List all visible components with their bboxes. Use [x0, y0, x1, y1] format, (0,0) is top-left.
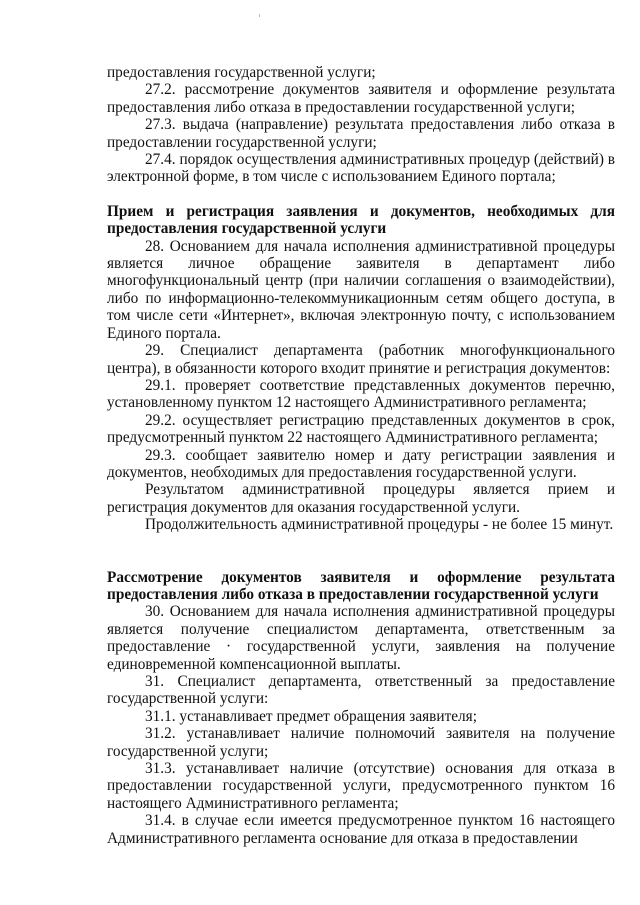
paragraph-29-3: 29.3. сообщает заявителю номер и дату регистрации заявления и документов, необходимых для предоставления государственной услуги.: [107, 446, 615, 481]
spacer: [107, 186, 615, 203]
paragraph-27-2: 27.2. рассмотрение документов заявителя и оформление результата предоставления либо отказа в предоставлении государственной услуги;: [107, 81, 615, 116]
section-heading-review: Рассмотрение документов заявителя и оформление результата предоставления либо отказа в предоставлении государственной услуги: [107, 568, 615, 603]
spacer: [107, 534, 615, 569]
paragraph-result: Результатом административной процедуры является прием и регистрация документов для оказания государственной услуги.: [107, 481, 615, 516]
paragraph-27-3: 27.3. выдача (направление) результата предоставления либо отказа в предоставлении государственной услуги;: [107, 116, 615, 151]
paragraph-31-1: 31.1. устанавливает предмет обращения заявителя;: [145, 707, 477, 725]
paragraph-27-4: 27.4. порядок осуществления административных процедур (действий) в электронной форме, в том числе с использованием Единого портала;: [107, 151, 615, 186]
section-heading-reception: Прием и регистрация заявления и документов, необходимых для предоставления государственной услуги: [107, 202, 615, 238]
paragraph-31: 31. Специалист департамента, ответственный за предоставление государственной услуги:: [107, 673, 615, 708]
scan-mark: [259, 14, 260, 17]
document-body: [107, 64, 615, 847]
paragraph-duration: Продолжительность административной процедуры - не более 15 минут.: [145, 516, 614, 534]
paragraph-31-3: 31.3. устанавливает наличие (отсутствие) основания для отказа в предоставлении государственной услуги, предусмотренного пунктом 16 настоящего Административного регламента;: [107, 760, 615, 812]
paragraph-30: 30. Основанием для начала исполнения административной процедуры является получение специалистом департамента, ответственным за предоставление · государственной услуги, заявления на получение единовременной компенсационной выплаты.: [107, 603, 615, 673]
paragraph-29: 29. Специалист департамента (работник многофункционального центра), в обязанности которого входит принятие и регистрация документов:: [107, 342, 615, 377]
paragraph-31-2: 31.2. устанавливает наличие полномочий заявителя на получение государственной услуги;: [107, 725, 615, 760]
paragraph-28: 28. Основанием для начала исполнения административной процедуры является личное обращение заявителя в департамент либо многофункциональный центр (при наличии соглашения о взаимодействии), либо по информационно-телекоммуникационным сетям общего доступа, в том числе сети «Интернет», включая электронную почту, с использованием Единого портала.: [107, 237, 615, 342]
paragraph-29-2: 29.2. осуществляет регистрацию представленных документов в срок, предусмотренный пунктом 22 настоящего Административного регламента;: [107, 411, 615, 447]
paragraph-intro: предоставления государственной услуги;: [107, 64, 376, 81]
paragraph-31-4: 31.4. в случае если имеется предусмотренное пунктом 16 настоящего Административного регламента основание для отказа в предоставлении: [107, 812, 615, 847]
paragraph-29-1: 29.1. проверяет соответствие представленных документов перечню, установленному пунктом 12 настоящего Административного регламента;: [107, 376, 615, 412]
